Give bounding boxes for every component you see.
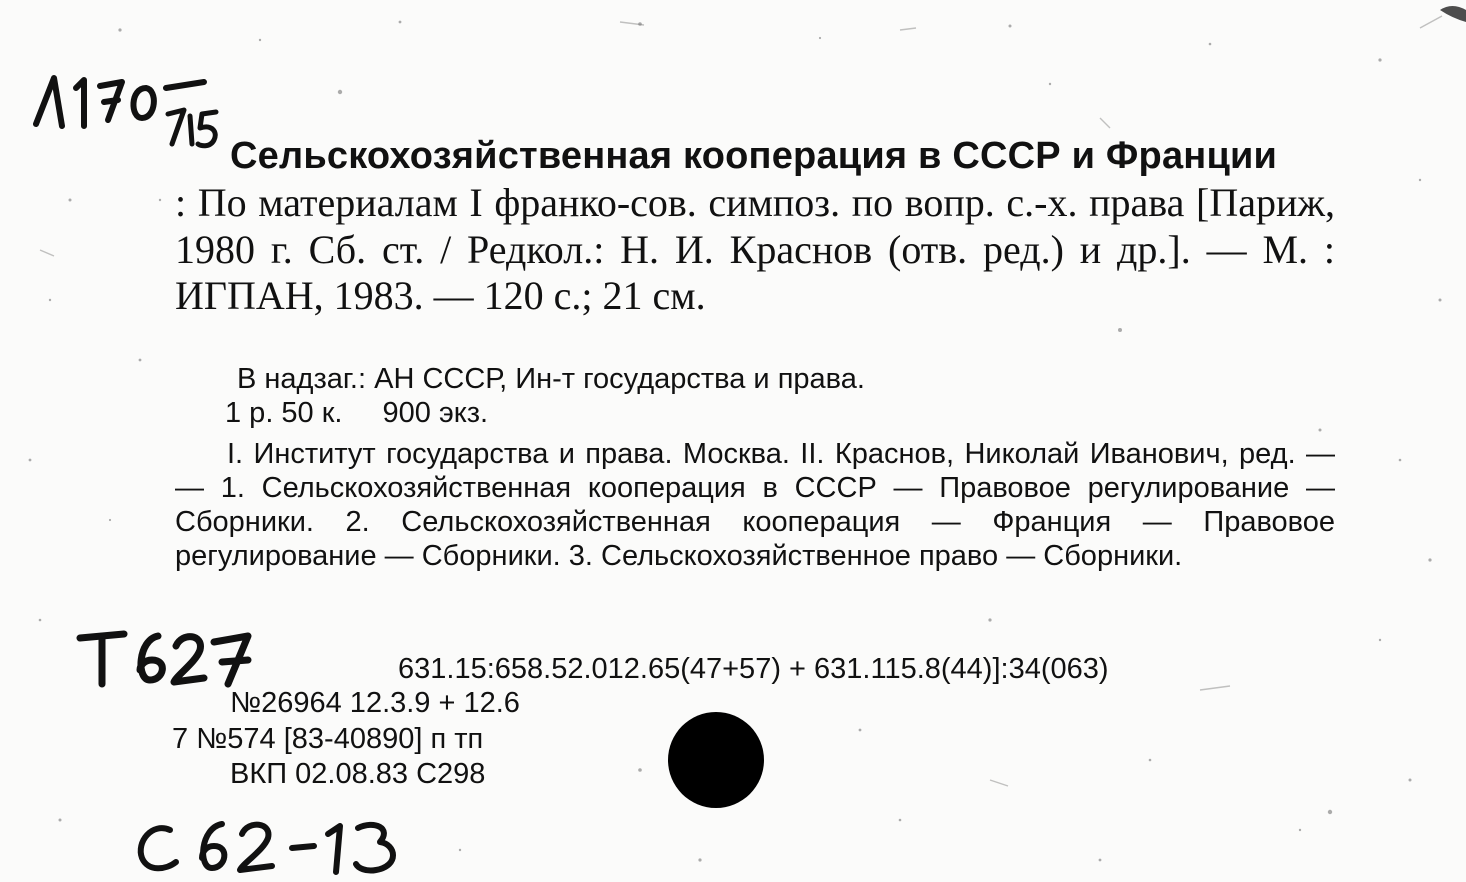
price: 1 р. 50 к.	[225, 397, 343, 429]
udc-classification: 631.15:658.52.012.65(47+57) + 631.115.8(44)]:34(063)	[398, 653, 1109, 685]
bibliographic-description: : По материалам I франко-сов. симпоз. по вопр. с.-х. права [Париж, 1980 г. Сб. ст. / Редкол.: Н. И. Краснов (отв. ред.) и др.]. — М. : ИГПАН, 1983. — 120 с.; 21 см.	[175, 180, 1335, 318]
handwritten-accession-number	[18, 60, 248, 170]
card-title: Сельскохозяйственная кооперация в СССР и Франции	[230, 135, 1278, 177]
print-run: 900 экз.	[382, 397, 489, 429]
handwritten-code	[130, 812, 420, 882]
subject-headings: I. Институт государства и права. Москва. II. Краснов, Николай Иванович, ред. — — 1. Сельскохозяйственная кооперация в СССР — Правовое регулирование — Сборники. 2. Сельскохозяйственная кооперация — Франция — Правовое регулирование — Сборники. 3. Сельскохозяйственное право — Сборники.	[175, 438, 1335, 572]
handwritten-shelf-mark	[72, 622, 262, 694]
technical-line-1: №26964 12.3.9 + 12.6	[230, 687, 520, 719]
card-punch-hole	[668, 712, 764, 808]
technical-line-3: ВКП 02.08.83 С298	[230, 758, 486, 790]
series-note: В надзаг.: АН СССР, Ин-т государства и права.	[237, 363, 865, 395]
price-and-print-run	[175, 396, 1335, 430]
technical-line-2: 7 №574 [83-40890] п тп	[172, 723, 484, 755]
